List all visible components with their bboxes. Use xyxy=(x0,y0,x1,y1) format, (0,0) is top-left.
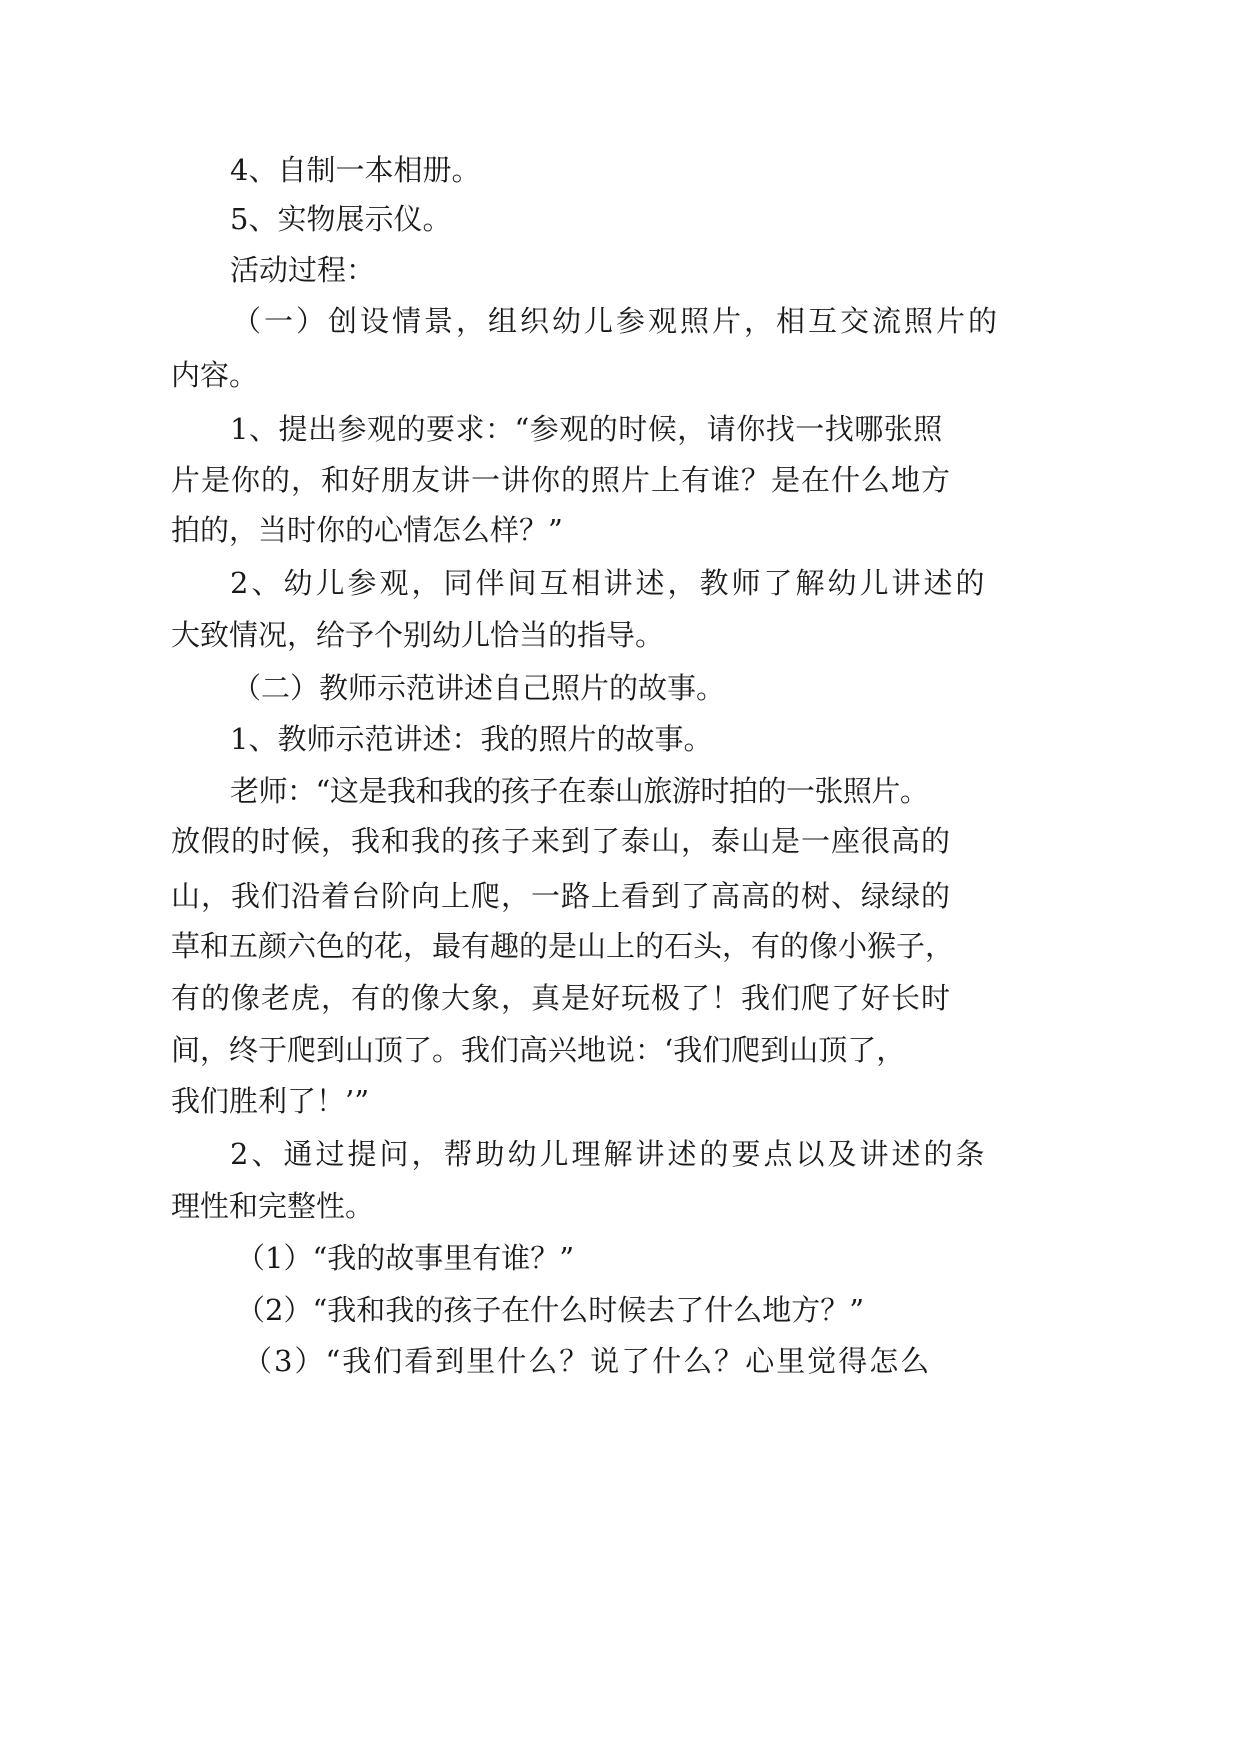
text-line: 我们胜利了！’” xyxy=(171,1084,370,1118)
text-line: 4、自制一本相册。 xyxy=(230,153,481,187)
text-line: 2、通过提问，帮助幼儿理解讲述的要点以及讲述的条 xyxy=(230,1137,988,1171)
text-line: 2、幼儿参观，同伴间互相讲述，教师了解幼儿讲述的 xyxy=(230,566,988,600)
text-line: 拍的，当时你的心情怎么样？” xyxy=(171,513,563,547)
text-line: 内容。 xyxy=(171,358,259,392)
list-item: （1）“我的故事里有谁？” xyxy=(236,1241,575,1275)
text-line: 理性和完整性。 xyxy=(171,1189,375,1223)
text-line: 片是你的，和好朋友讲一讲你的照片上有谁？是在什么地方 xyxy=(171,463,952,497)
text-line: 大致情况，给予个别幼儿恰当的指导。 xyxy=(171,618,665,652)
section-heading: 活动过程： xyxy=(230,253,376,287)
text-line: 有的像老虎，有的像大象，真是好玩极了！我们爬了好长时 xyxy=(171,981,952,1015)
text-line: 山，我们沿着台阶向上爬，一路上看到了高高的树、绿绿的 xyxy=(171,879,952,913)
text-line: 5、实物展示仪。 xyxy=(230,202,452,236)
text-line: （一）创设情景，组织幼儿参观照片，相互交流照片的 xyxy=(232,304,1001,338)
section-heading: （二）教师示范讲述自己照片的故事。 xyxy=(232,671,726,705)
list-item: （3）“我们看到里什么？说了什么？心里觉得怎么 xyxy=(243,1344,932,1378)
text-line: 老师：“这是我和我的孩子在泰山旅游时拍的一张照片。 xyxy=(230,774,929,808)
text-line: 1、提出参观的要求：“参观的时候，请你找一找哪张照 xyxy=(230,412,943,446)
text-line: 放假的时候，我和我的孩子来到了泰山，泰山是一座很高的 xyxy=(171,824,952,858)
list-item: （2）“我和我的孩子在什么时候去了什么地方？” xyxy=(236,1293,865,1327)
text-line: 间，终于爬到山顶了。我们高兴地说：‘我们爬到山顶了， xyxy=(171,1033,906,1067)
text-line: 草和五颜六色的花，最有趣的是山上的石头，有的像小猴子， xyxy=(171,929,955,963)
text-line: 1、教师示范讲述：我的照片的故事。 xyxy=(230,722,713,756)
